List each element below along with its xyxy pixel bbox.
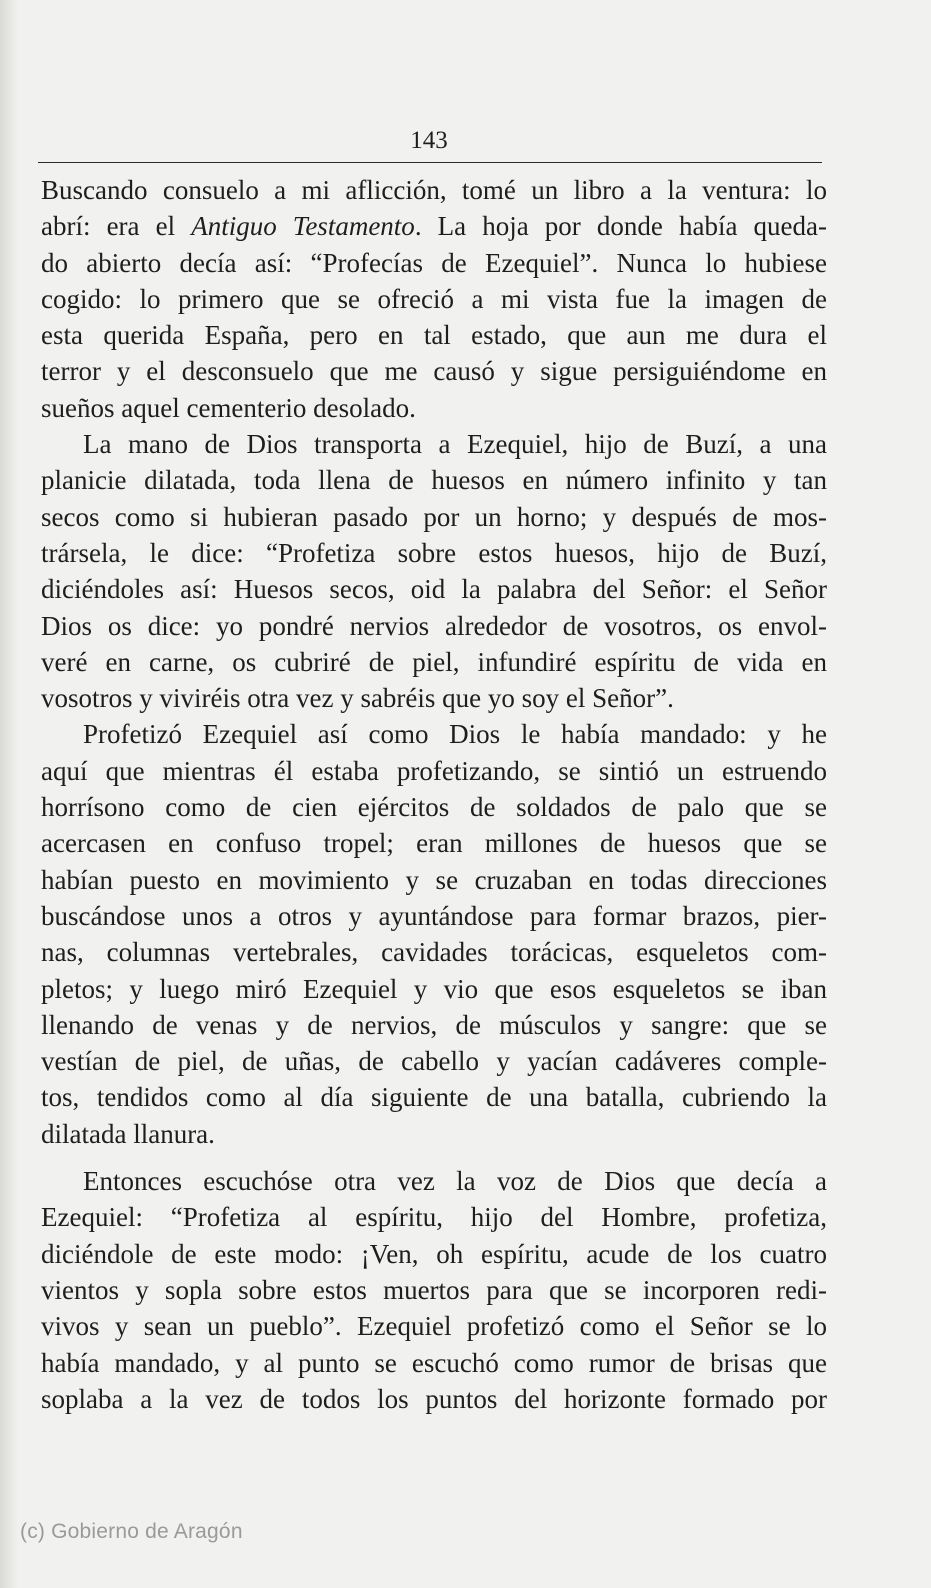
text-line: horrísono como de cien ejércitos de soldados de palo que se [41, 792, 827, 823]
book-title: Antiguo Testamento [191, 211, 415, 242]
text-line: secos como si hubieran pasado por un horno; y después de mos- [41, 501, 827, 532]
text-line: esta querida España, pero en tal estado, que aun me dura el [41, 320, 827, 351]
text-line: cogido: lo primero que se ofreció a mi vista fue la imagen de [41, 283, 827, 314]
text-line: vestían de piel, de uñas, de cabello y yacían cadáveres comple- [41, 1046, 827, 1077]
text-line: habían puesto en movimiento y se cruzaban en todas direcciones [41, 864, 827, 895]
text-line: soplaba a la vez de todos los puntos del horizonte formado por [41, 1383, 827, 1414]
text-line: nas, columnas vertebrales, cavidades torácicas, esqueletos com- [41, 937, 827, 968]
text-line: llenando de venas y de nervios, de músculos y sangre: que se [41, 1009, 827, 1040]
text-line: Dios os dice: yo pondré nervios alrededor de vosotros, os envol- [41, 610, 827, 641]
text-line: diciéndoles así: Huesos secos, oid la palabra del Señor: el Señor [41, 574, 827, 605]
text-line: tos, tendidos como al día siguiente de una batalla, cubriendo la [41, 1082, 827, 1113]
text-line: La mano de Dios transporta a Ezequiel, hijo de Buzí, a una [83, 429, 827, 460]
text-line: Ezequiel: “Profetiza al espíritu, hijo del Hombre, profetiza, [41, 1202, 827, 1233]
copyright-watermark: (c) Gobierno de Aragón [20, 1520, 243, 1543]
text-line: trársela, le dice: “Profetiza sobre estos huesos, hijo de Buzí, [41, 537, 827, 568]
text-line: veré en carne, os cubriré de piel, infundiré espíritu de vida en [41, 646, 827, 677]
text-line [41, 208, 827, 244]
text-line: Profetizó Ezequiel así como Dios le había mandado: y he [83, 719, 827, 750]
text-fragment: . La hoja por donde había queda- [414, 211, 827, 242]
text-line: vosotros y viviréis otra vez y sabréis que yo soy el Señor”. [41, 683, 674, 714]
text-line: sueños aquel cementerio desolado. [41, 392, 416, 423]
text-line: planicie dilatada, toda llena de huesos en número infinito y tan [41, 465, 827, 496]
text-line: vientos y sopla sobre estos muertos para que se incorporen redi- [41, 1274, 827, 1305]
text-line: aquí que mientras él estaba profetizando, se sintió un estruendo [41, 755, 827, 786]
text-line: Buscando consuelo a mi aflicción, tomé un libro a la ventura: lo [41, 175, 827, 205]
text-line: acercasen en confuso tropel; eran millones de huesos que se [41, 828, 827, 859]
header-rule [38, 162, 822, 163]
text-line: pletos; y luego miró Ezequiel y vio que esos esqueletos se iban [41, 973, 827, 1004]
body-text [41, 172, 827, 1417]
text-line: diciéndole de este modo: ¡Ven, oh espíritu, acude de los cuatro [41, 1238, 827, 1269]
text-line: do abierto decía así: “Profecías de Ezequiel”. Nunca lo hubiese [41, 247, 827, 278]
text-line: dilatada llanura. [41, 1118, 215, 1149]
page-gutter-shadow [0, 0, 18, 1588]
text-line: vivos y sean un pueblo”. Ezequiel profetizó como el Señor se lo [41, 1311, 827, 1342]
text-line: había mandado, y al punto se escuchó como rumor de brisas que [41, 1347, 827, 1378]
text-line: buscándose unos a otros y ayuntándose para formar brazos, pier- [41, 900, 827, 931]
text-line: terror y el desconsuelo que me causó y sigue persiguiéndome en [41, 356, 827, 387]
text-line: Entonces escuchóse otra vez la voz de Dios que decía a [83, 1166, 827, 1197]
page-number: 143 [410, 127, 448, 154]
text-fragment: abrí: era el [41, 211, 192, 242]
